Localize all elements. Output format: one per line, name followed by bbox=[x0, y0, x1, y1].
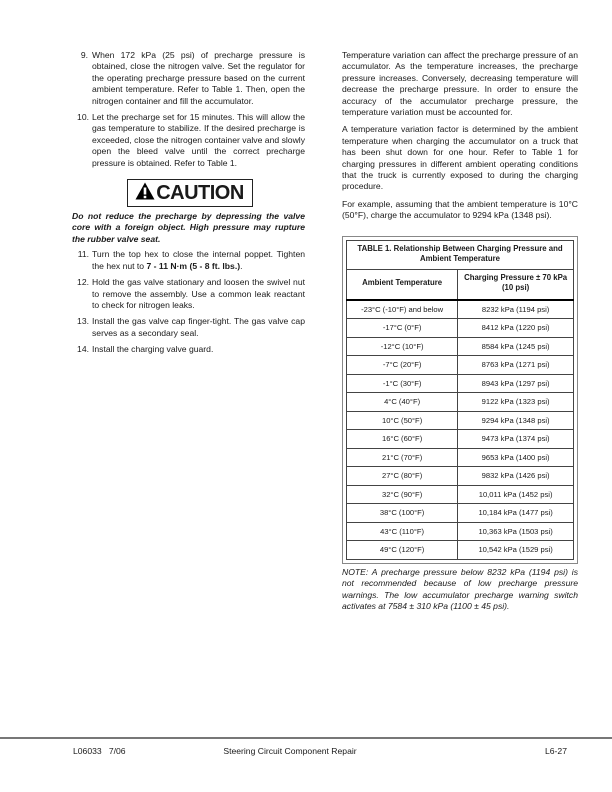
cell-charging-pressure: 10,542 kPa (1529 psi) bbox=[458, 541, 574, 560]
cell-charging-pressure: 9653 kPa (1400 psi) bbox=[458, 448, 574, 467]
step-12 bbox=[74, 277, 305, 311]
cell-charging-pressure: 8763 kPa (1271 psi) bbox=[458, 356, 574, 375]
paragraph-example: For example, assuming that the ambient temperature is 10°C (50°F), charge the accumulator to 9294 kPa (1348 psi). bbox=[342, 198, 578, 221]
footer-divider bbox=[0, 737, 612, 739]
cell-ambient-temperature: 49°C (120°F) bbox=[347, 541, 458, 560]
warning-triangle-icon bbox=[135, 182, 155, 206]
cell-ambient-temperature: -7°C (20°F) bbox=[347, 356, 458, 375]
table-row bbox=[347, 411, 574, 430]
cell-charging-pressure: 8232 kPa (1194 psi) bbox=[458, 300, 574, 319]
table-row bbox=[347, 448, 574, 467]
step-number: 10. bbox=[77, 112, 89, 123]
table-row bbox=[347, 504, 574, 523]
caution-box-wrapper bbox=[74, 179, 305, 207]
step-number: 9. bbox=[80, 50, 88, 60]
table-row bbox=[347, 467, 574, 486]
table-row bbox=[347, 356, 574, 375]
step-number: 13. bbox=[77, 316, 89, 327]
footer-section-title: Steering Circuit Component Repair bbox=[223, 746, 357, 756]
torque-spec: 7 - 11 N·m (5 - 8 ft. lbs.) bbox=[146, 260, 241, 271]
cell-ambient-temperature: -23°C (-10°F) and below bbox=[347, 300, 458, 319]
table-title-row bbox=[347, 240, 574, 269]
cell-ambient-temperature: -1°C (30°F) bbox=[347, 374, 458, 393]
cell-charging-pressure: 9832 kPa (1426 psi) bbox=[458, 467, 574, 486]
cell-charging-pressure: 8584 kPa (1245 psi) bbox=[458, 337, 574, 356]
cell-charging-pressure: 10,011 kPa (1452 psi) bbox=[458, 485, 574, 504]
pressure-temperature-table bbox=[346, 240, 574, 560]
step-number: 14. bbox=[77, 344, 89, 355]
step-text: Install the gas valve cap finger-tight. The gas valve cap serves as a secondary seal. bbox=[92, 316, 305, 338]
step-11 bbox=[74, 249, 305, 272]
step-number: 11. bbox=[77, 249, 89, 260]
cell-ambient-temperature: 32°C (90°F) bbox=[347, 485, 458, 504]
cell-ambient-temperature: 43°C (110°F) bbox=[347, 522, 458, 541]
step-9 bbox=[74, 50, 305, 107]
footer-doc-id: L06033 7/06 bbox=[73, 746, 126, 756]
cell-ambient-temperature: -17°C (0°F) bbox=[347, 319, 458, 338]
step-text-end: . bbox=[240, 260, 243, 271]
cell-charging-pressure: 8943 kPa (1297 psi) bbox=[458, 374, 574, 393]
step-text: Install the charging valve guard. bbox=[92, 344, 214, 355]
step-text: Let the precharge set for 15 minutes. This will allow the gas temperature to stabilize. If the desired precharge is exceeded, close the nitrogen container valve and slowly open the bleed valve until the correct precharge pressure is obtained. Refer to Table 1. bbox=[92, 112, 305, 168]
paragraph-temperature-variation: Temperature variation can affect the precharge pressure of an accumulator. As the temperature increases, the precharge pressure increases. Conversely, decreasing temperature will decrease the precharge pressure. In order to ensure the accuracy of the accumulator precharge pressure, the temperature variation must be accounted for. bbox=[342, 50, 578, 118]
table-row bbox=[347, 337, 574, 356]
cell-ambient-temperature: 21°C (70°F) bbox=[347, 448, 458, 467]
step-13 bbox=[74, 316, 305, 339]
footer-page-number: L6-27 bbox=[545, 746, 567, 756]
table-1-frame bbox=[342, 236, 578, 564]
cell-ambient-temperature: 10°C (50°F) bbox=[347, 411, 458, 430]
step-10 bbox=[74, 112, 305, 169]
note-text: NOTE: A precharge pressure below 8232 kPa (1194 psi) is not recommended because of low precharge pressure warnings. The low accumulator precharge warning switch activates at 7584 ± 310 kPa (1100 ± 45 psi). bbox=[342, 566, 578, 611]
step-text: Turn the top hex to close the internal poppet. Tighten the hex nut to bbox=[92, 249, 305, 271]
step-number: 12. bbox=[77, 277, 89, 288]
table-body bbox=[347, 300, 574, 560]
caution-label: CAUTION bbox=[156, 182, 244, 205]
header-ambient-temperature: Ambient Temperature bbox=[347, 269, 458, 300]
table-row bbox=[347, 300, 574, 319]
step-text: Hold the gas valve stationary and loosen the swivel nut to remove the assembly. Use a common leak reactant to check for nitrogen leaks. bbox=[92, 277, 305, 310]
step-text: When 172 kPa (25 psi) of precharge pressure is obtained, close the nitrogen valve. Set the regulator for the operating precharge pressure based on the current ambient temperature. Refer to Table 1. Then, open the nitrogen container and fill the accumulator. bbox=[92, 50, 305, 106]
table-row bbox=[347, 393, 574, 412]
left-column bbox=[74, 50, 305, 361]
caution-text: Do not reduce the precharge by depressing the valve core with a foreign object. High pressure may rupture the rubber valve seat. bbox=[72, 211, 305, 244]
caution-box bbox=[127, 179, 253, 207]
table-row bbox=[347, 374, 574, 393]
cell-charging-pressure: 9294 kPa (1348 psi) bbox=[458, 411, 574, 430]
table-row bbox=[347, 541, 574, 560]
cell-charging-pressure: 10,363 kPa (1503 psi) bbox=[458, 522, 574, 541]
table-row bbox=[347, 430, 574, 449]
cell-ambient-temperature: 38°C (100°F) bbox=[347, 504, 458, 523]
cell-charging-pressure: 10,184 kPa (1477 psi) bbox=[458, 504, 574, 523]
cell-charging-pressure: 9122 kPa (1323 psi) bbox=[458, 393, 574, 412]
paragraph-variation-factor: A temperature variation factor is determined by the ambient temperature when charging the accumulator on a truck that has been shut down for one hour. Refer to Table 1 for charging pressures in different ambient operating conditions that the truck is currently exposed to during the charging procedure. bbox=[342, 124, 578, 192]
cell-charging-pressure: 9473 kPa (1374 psi) bbox=[458, 430, 574, 449]
table-title: TABLE 1. Relationship Between Charging Pressure and Ambient Temperature bbox=[347, 240, 574, 269]
header-charging-pressure: Charging Pressure ± 70 kPa (10 psi) bbox=[458, 269, 574, 300]
table-header-row bbox=[347, 269, 574, 300]
cell-ambient-temperature: -12°C (10°F) bbox=[347, 337, 458, 356]
step-14 bbox=[74, 344, 305, 355]
cell-ambient-temperature: 16°C (60°F) bbox=[347, 430, 458, 449]
cell-charging-pressure: 8412 kPa (1220 psi) bbox=[458, 319, 574, 338]
table-row bbox=[347, 319, 574, 338]
cell-ambient-temperature: 4°C (40°F) bbox=[347, 393, 458, 412]
table-row bbox=[347, 485, 574, 504]
right-column bbox=[342, 50, 578, 612]
table-row bbox=[347, 522, 574, 541]
cell-ambient-temperature: 27°C (80°F) bbox=[347, 467, 458, 486]
